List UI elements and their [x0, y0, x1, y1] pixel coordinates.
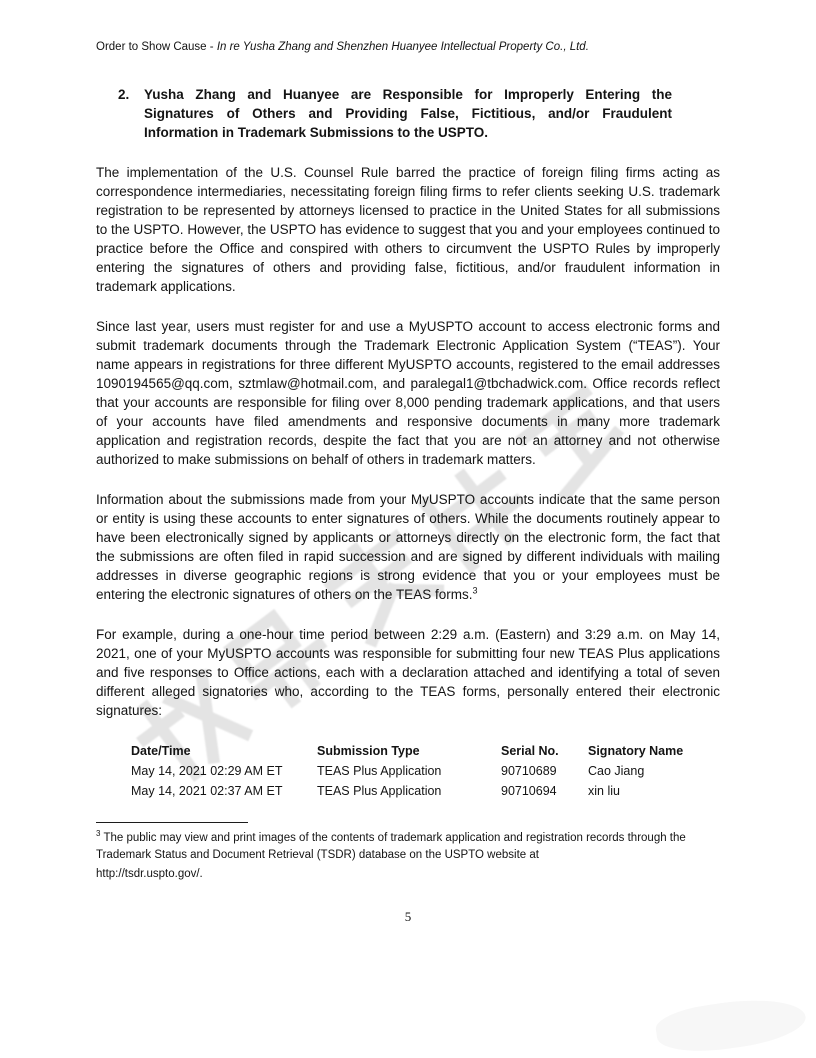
- paragraph-signature-evidence-text: Information about the submissions made from your MyUSPTO accounts indicate that the same person or entity is using these accounts to enter signatures of others. While the documents routinely appear to have been electronically signed by applicants or attorneys directly on the electronic form, the fact that the submissions are often filed in rapid succession and are signed by different individuals with mailing addresses in diverse geographic regions is strong evidence that you or your employees must be entering the electronic signatures of others on the TEAS forms.: [96, 492, 720, 602]
- case-title: In re Yusha Zhang and Shenzhen Huanyee Intellectual Property Co., Ltd.: [216, 41, 589, 53]
- section-number: 2.: [118, 87, 130, 102]
- paragraph-signature-evidence: [96, 490, 720, 604]
- table-cell-signatory-name: xin liu: [588, 784, 620, 798]
- table-cell-date-time: May 14, 2021 02:29 AM ET: [131, 764, 283, 778]
- footnote-block: [96, 822, 720, 883]
- table-cell-signatory-name: Cao Jiang: [588, 764, 645, 778]
- table-header-signatory-name: Signatory Name: [588, 744, 684, 758]
- running-header: [96, 40, 720, 55]
- footnote-marker: 3: [96, 829, 101, 839]
- section-title: Yusha Zhang and Huanyee are Responsible for Improperly Entering the Signatures of Others and Providing False, Fictitious, and/or Fraudulent Information in Trademark Submissions to the USPTO.: [144, 87, 672, 140]
- table-row: [131, 781, 720, 801]
- table-cell-serial-no: 90710689: [501, 764, 557, 778]
- footnote-separator-rule: [96, 822, 248, 823]
- table-row: [131, 761, 720, 781]
- table-cell-submission-type: TEAS Plus Application: [317, 764, 442, 778]
- paragraph-myuspto-accounts: Since last year, users must register for and use a MyUSPTO account to access electronic forms and submit trademark documents through the Trademark Electronic Application System (“TEAS”). Your name appears in registrations for three different MyUSPTO accounts, registered to the email addresses 1090194565@qq.com, sztmlaw@hotmail.com, and paralegal1@tbchadwick.com. Office records reflect that your accounts are responsible for filing over 8,000 pending trademark applications, and that users of your accounts have filed amendments and responsive documents in many more trademark application and registration records, despite the fact that you are not an attorney and not otherwise authorized to make submissions on behalf of others in trademark matters.: [96, 319, 720, 467]
- table-cell-serial-no: 90710694: [501, 784, 557, 798]
- table-cell-submission-type: TEAS Plus Application: [317, 784, 442, 798]
- section-heading: [118, 85, 720, 142]
- page-number: 5: [404, 908, 412, 924]
- footnote-reference-3: 3: [472, 585, 478, 596]
- paragraph-counsel-rule: The implementation of the U.S. Counsel Rule barred the practice of foreign filing firms acting as correspondence intermediaries, necessitating foreign filing firms to refer clients seeking U.S. trademark registration to be represented by attorneys licensed to practice in the United States for all submissions to the USPTO. However, the USPTO has evidence to suggest that you and your employees continued to practice before the Office and conspired with others to circumvent the USPTO Rules by improperly entering the signatures of others and providing false, fictitious, and/or fraudulent information in trademark applications.: [96, 165, 720, 294]
- footnote-3: [96, 830, 720, 883]
- table-cell-date-time: May 14, 2021 02:37 AM ET: [131, 784, 283, 798]
- footnote-url: http://tsdr.uspto.gov/.: [96, 868, 203, 880]
- table-header-date-time: Date/Time: [131, 744, 191, 758]
- footnote-text: The public may view and print images of the contents of trademark application and registration records through the Trademark Status and Document Retrieval (TSDR) database on the USPTO website at: [96, 832, 686, 861]
- header-label: Order to Show Cause -: [96, 41, 217, 53]
- table-header-row: [131, 741, 720, 761]
- table-header-serial-no: Serial No.: [501, 744, 559, 758]
- paragraph-example-filings: For example, during a one-hour time period between 2:29 a.m. (Eastern) and 3:29 a.m. on May 14, 2021, one of your MyUSPTO accounts was responsible for submitting four new TEAS Plus applications and five responses to Office actions, each with a declaration attached and identifying a total of seven different alleged signatories who, according to the TEAS forms, personally entered their electronic signatures:: [96, 627, 720, 718]
- table-header-submission-type: Submission Type: [317, 744, 420, 758]
- submissions-table: [131, 741, 720, 801]
